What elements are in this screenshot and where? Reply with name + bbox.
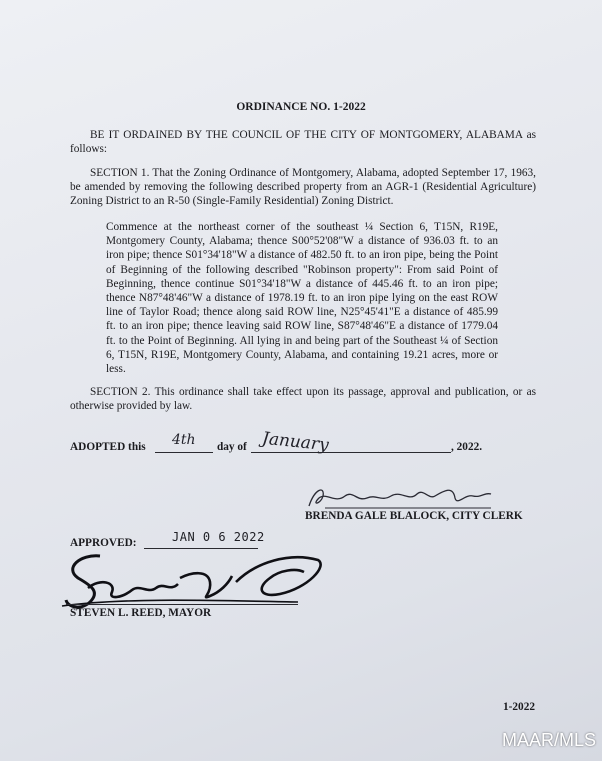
section-2-paragraph: SECTION 2. This ordinance shall take effect upon its passage, approval and publication, or as otherwise provided by law.: [70, 386, 536, 413]
approved-label: APPROVED:: [70, 537, 137, 549]
page-number: 1-2022: [503, 701, 536, 713]
adopted-day-of-label: day of: [217, 441, 247, 453]
adopted-month-line: [251, 452, 451, 453]
clerk-name-title: BRENDA GALE BLALOCK, CITY CLERK: [305, 510, 523, 522]
legal-description: Commence at the northeast corner of the southeast ¼ Section 6, T15N, R19E, Montgomery County, Alabama; thence S00°52'08"W a distance of 936.03 ft. to an iron pipe; thence S01°34'18"W a distance of 482.50 ft. to an iron pipe, being the Point of Beginning of the following described "Robinson property": From said Point of Beginning, thence continue S01°34'18"W a distance of 445.46 ft. to an iron pipe; thence N87°48'46"W a distance of 1978.19 ft. to an iron pipe lying on the east ROW line of Taylor Road; thence along said ROW line, N25°45'41"E a distance of 485.99 ft. to an iron pipe; thence leaving said ROW line, S87°48'46"E a distance of 1779.04 ft. to the Point of Beginning. All lying in and being part of the Southeast ¼ of Section 6, T15N, R19E, Montgomery County, Alabama, and containing 19.21 acres, more or less.: [106, 221, 498, 376]
ordinance-title: ORDINANCE NO. 1-2022: [236, 101, 366, 113]
approved-date-stamp: JAN 0 6 2022: [172, 530, 265, 544]
mayor-name-title: STEVEN L. REED, MAYOR: [70, 607, 212, 619]
adopted-day-handwritten: 4th: [172, 432, 196, 448]
watermark: MAAR/MLS: [501, 730, 596, 750]
section-1-paragraph: SECTION 1. That the Zoning Ordinance of Montgomery, Alabama, adopted September 17, 1963, be amended by removing the following described property from an AGR-1 (Residential Agriculture) Zoning District to an R-50 (Single-Family Residential) Zoning District.: [70, 167, 536, 208]
adopted-label: ADOPTED this: [70, 441, 146, 453]
intro-paragraph: BE IT ORDAINED BY THE COUNCIL OF THE CITY OF MONTGOMERY, ALABAMA as follows:: [70, 129, 536, 156]
mayor-signature-line: [66, 604, 298, 605]
adopted-month-handwritten: January: [261, 428, 330, 456]
adopted-year-label: , 2022.: [451, 441, 483, 453]
adopted-day-line: [155, 452, 213, 453]
